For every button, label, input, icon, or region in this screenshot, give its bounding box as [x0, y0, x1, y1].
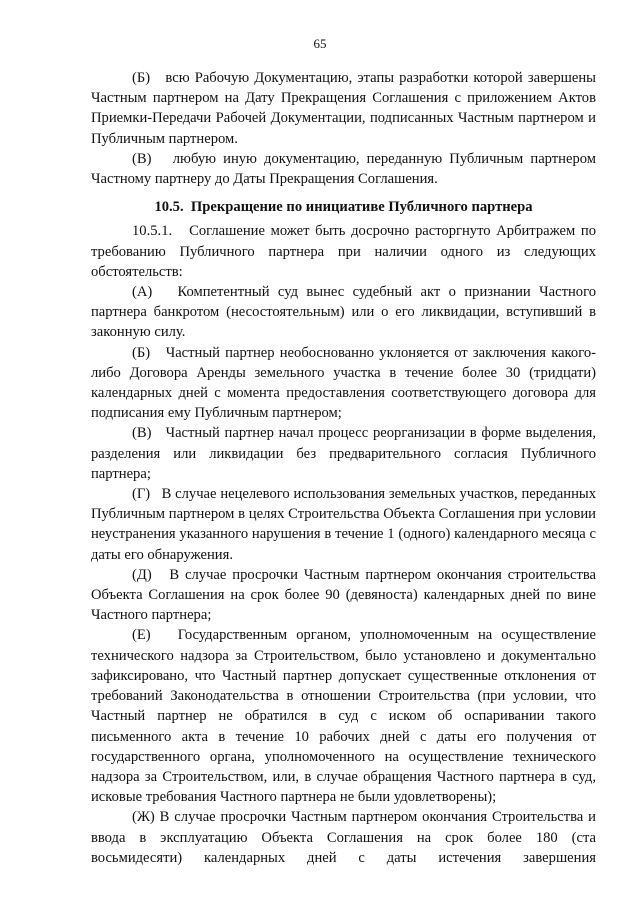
- paragraph-v-other-docs: (В) любую иную документацию, переданную Публичным партнером Частному партнеру до Даты Прекращения Соглашения.: [91, 150, 596, 188]
- item-g-misuse-land: (Г) В случае нецелевого использования земельных участков, переданных Публичным партнером в целях Строительства Объекта Соглашения при условии неустранения указанного нарушения в течение 1 (одного) календарного месяца с даты его обнаружения.: [91, 486, 596, 563]
- item-e-supervision-deviations: (Е) Государственным органом, уполномоченным на осуществление технического надзора за Строительством, было установлено и документально зафиксировано, что Частный партнер допускает существенные отклонения от требований Законодательства в отношении Строительства (при условии, что Частный партнер не обратился в суд с иском об оспаривании такого письменного акта в течение 10 рабочих дней с даты его получения от государственного органа, уполномоченного на осуществление технического надзора за Строительством, или, в случае обращения Частного партнера в суд, исковые требования Частного партнера не были удовлетворены);: [91, 627, 596, 806]
- item-b-lease-avoidance: (Б) Частный партнер необоснованно уклоняется от заключения какого-либо Договора Аренды земельного участка в течение более 30 (тридцати) календарных дней с момента предоставления соответствующего договора для подписания ему Публичным партнером;: [91, 344, 596, 422]
- section-heading: 10.5. Прекращение по инициативе Публичного партнера: [154, 199, 533, 216]
- paragraph-b-working-docs: (Б) всю Рабочую Документацию, этапы разработки которой завершены Частным партнером на Дату Прекращения Соглашения с приложением Актов Приемки-Передачи Рабочей Документации, подписанных Частным партнером и Публичным партнером.: [91, 70, 596, 147]
- item-v-reorganization: (В) Частный партнер начал процесс реорганизации в форме выделения, разделения или ликвидации без предварительного согласия Публичного партнера;: [91, 425, 596, 482]
- item-d-construction-delay: (Д) В случае просрочки Частным партнером окончания строительства Объекта Соглашения на срок более 90 (девяноста) календарных дней по вине Частного партнера;: [91, 566, 596, 624]
- clause-10-5-1: 10.5.1. Соглашение может быть досрочно расторгнуто Арбитражем по требованию Публичного партнера при наличии одного из следующих обстоятельств:: [91, 223, 596, 280]
- item-zh-commissioning-delay: (Ж) В случае просрочки Частным партнером окончания Строительства и ввода в эксплуатацию Объекта Соглашения на срок более 180 (ста восьмидесяти) календарных дней с даты истечения завершения: [91, 809, 596, 866]
- page-number: 65: [313, 36, 327, 51]
- item-a-bankruptcy: (А) Компетентный суд вынес судебный акт о признании Частного партнера банкротом (несостоятельным) или о его ликвидации, вступивший в законную силу.: [91, 284, 596, 341]
- document-body: [91, 68, 596, 868]
